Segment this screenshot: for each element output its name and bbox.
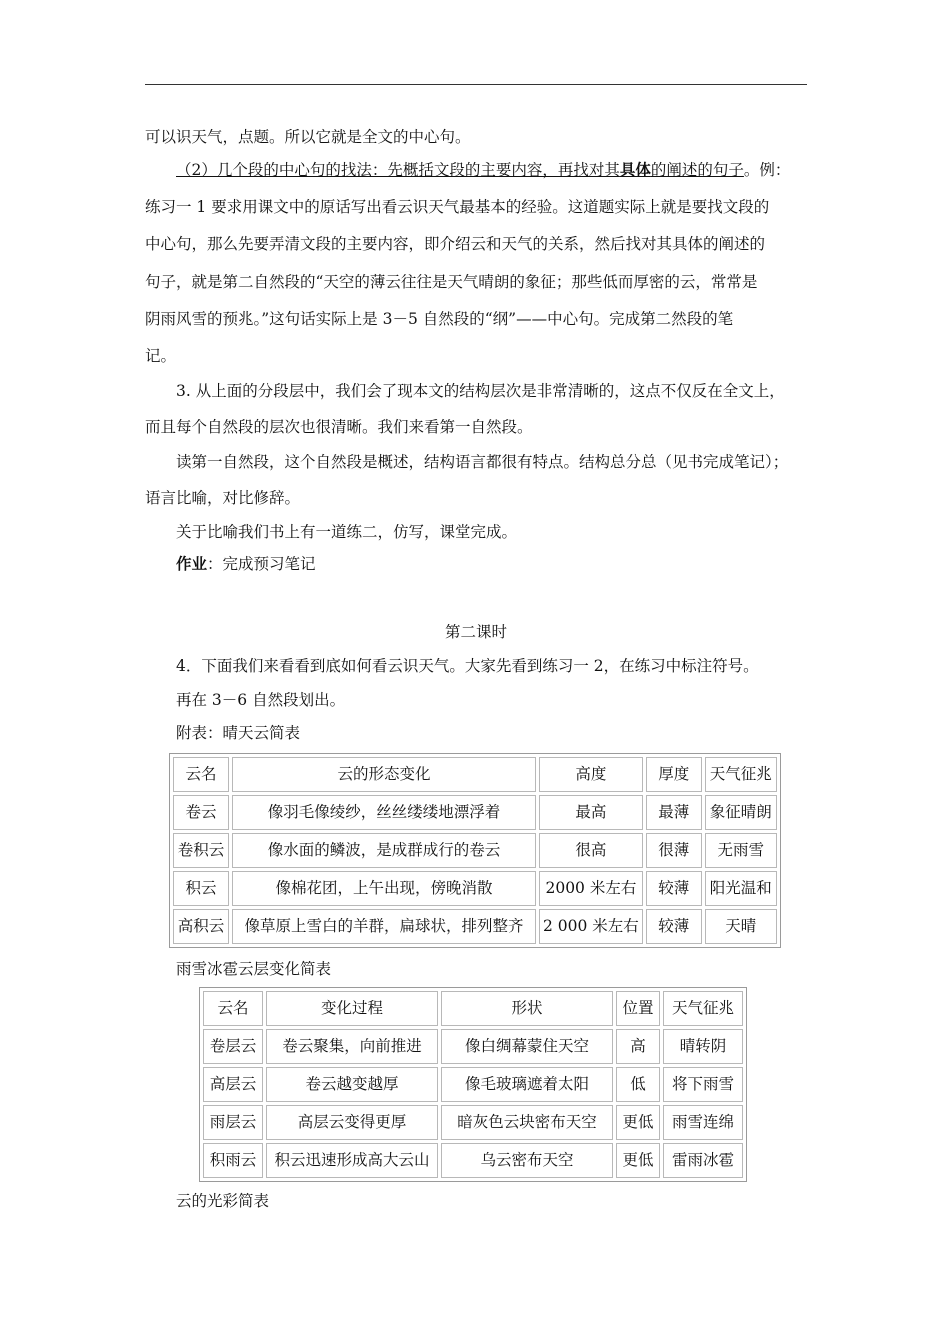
table-header-row <box>173 757 777 792</box>
paragraph-center-sentence-method <box>176 159 790 181</box>
table-row <box>203 1029 743 1064</box>
table-cell: 像羽毛像绫纱，丝丝缕缕地漂浮着 <box>232 795 536 830</box>
table-cell: 雨层云 <box>203 1105 263 1140</box>
underlined-text: （2）几个段的中心句的找法：先概括文段的主要内容，再找对其 <box>176 161 620 179</box>
table-header-row <box>203 991 743 1026</box>
header-rule <box>145 84 807 85</box>
table-header-cell: 形状 <box>441 991 613 1026</box>
table-cell: 卷层云 <box>203 1029 263 1064</box>
table-cell: 阳光温和 <box>705 871 777 906</box>
table-cell: 雨雪连绵 <box>663 1105 743 1140</box>
table-row <box>173 795 777 830</box>
paragraph: 阴雨风雪的预兆。”这句话实际上是 3－5 自然段的“纲”——中心句。完成第二然段的笔 <box>145 310 734 328</box>
table-row <box>203 1143 743 1178</box>
paragraph: 练习一 1 要求用课文中的原话写出看云识天气最基本的经验。这道题实际上就是要找文段的 <box>145 198 770 216</box>
table-cell: 暗灰色云块密布天空 <box>441 1105 613 1140</box>
table-header-cell: 天气征兆 <box>705 757 777 792</box>
sunny-cloud-table <box>169 753 781 948</box>
table-header-cell: 云的形态变化 <box>232 757 536 792</box>
table-cell: 最高 <box>539 795 643 830</box>
table-caption: 云的光彩简表 <box>176 1192 270 1210</box>
table-cell: 更低 <box>616 1105 660 1140</box>
table-cell: 较薄 <box>646 909 702 944</box>
table-cell: 2 000 米左右 <box>539 909 643 944</box>
table-row <box>173 833 777 868</box>
paragraph: 4．下面我们来看看到底如何看云识天气。大家先看到练习一 2，在练习中标注符号。 <box>176 657 759 675</box>
table-cell: 卷云 <box>173 795 229 830</box>
table-header-cell: 云名 <box>173 757 229 792</box>
paragraph: 3. 从上面的分段层中，我们会了现本文的结构层次是非常清晰的，这点不仅反在全文上， <box>176 382 785 400</box>
table-header-cell: 云名 <box>203 991 263 1026</box>
table-row <box>173 909 777 944</box>
table-cell: 积雨云 <box>203 1143 263 1178</box>
table-cell: 很薄 <box>646 833 702 868</box>
table-cell: 像草原上雪白的羊群，扁球状，排列整齐 <box>232 909 536 944</box>
homework-text: ：完成预习笔记 <box>207 555 316 573</box>
table-row <box>203 1067 743 1102</box>
table-cell: 高 <box>616 1029 660 1064</box>
paragraph: 关于比喻我们书上有一道练二，仿写，课堂完成。 <box>176 523 518 541</box>
table-cell: 乌云密布天空 <box>441 1143 613 1178</box>
table-cell: 更低 <box>616 1143 660 1178</box>
table-cell: 高层云变得更厚 <box>266 1105 438 1140</box>
table-row <box>203 1105 743 1140</box>
table-cell: 雷雨冰雹 <box>663 1143 743 1178</box>
homework-label: 作业 <box>176 555 208 573</box>
paragraph: 而且每个自然段的层次也很清晰。我们来看第一自然段。 <box>145 418 533 436</box>
table-cell: 卷积云 <box>173 833 229 868</box>
table-cell: 最薄 <box>646 795 702 830</box>
table-cell: 像水面的鳞波，是成群成行的卷云 <box>232 833 536 868</box>
paragraph: 中心句，那么先要弄清文段的主要内容，即介绍云和天气的关系，然后找对其具体的阐述的 <box>145 235 766 253</box>
paragraph: 语言比喻，对比修辞。 <box>145 489 301 507</box>
table-cell: 高层云 <box>203 1067 263 1102</box>
underlined-text: 的阐述的句子 <box>650 161 744 179</box>
table-cell: 较薄 <box>646 871 702 906</box>
table-cell: 积云 <box>173 871 229 906</box>
table-cell: 低 <box>616 1067 660 1102</box>
table-header-cell: 高度 <box>539 757 643 792</box>
rain-snow-cloud-table <box>199 987 747 1182</box>
paragraph: 可以识天气，点题。所以它就是全文的中心句。 <box>145 128 471 146</box>
table-cell: 像棉花团，上午出现，傍晚消散 <box>232 871 536 906</box>
table-cell: 晴转阴 <box>663 1029 743 1064</box>
homework-line <box>176 553 316 575</box>
table-cell: 象征晴朗 <box>705 795 777 830</box>
table-row <box>173 871 777 906</box>
table-cell: 积云迅速形成高大云山 <box>266 1143 438 1178</box>
table-cell: 卷云聚集，向前推进 <box>266 1029 438 1064</box>
table-cell: 卷云越变越厚 <box>266 1067 438 1102</box>
table-header-cell: 厚度 <box>646 757 702 792</box>
paragraph: 读第一自然段，这个自然段是概述，结构语言都很有特点。结构总分总（见书完成笔记）； <box>176 453 789 471</box>
table-cell: 2000 米左右 <box>539 871 643 906</box>
table-cell: 很高 <box>539 833 643 868</box>
table-cell: 无雨雪 <box>705 833 777 868</box>
table-header-cell: 位置 <box>616 991 660 1026</box>
table-cell: 高积云 <box>173 909 229 944</box>
table-caption: 雨雪冰雹云层变化简表 <box>176 960 332 978</box>
table-caption: 附表：晴天云简表 <box>176 724 301 742</box>
paragraph: 句子，就是第二自然段的“天空的薄云往往是天气晴朗的象征；那些低而厚密的云，常常是 <box>145 273 758 291</box>
paragraph: 再在 3－6 自然段划出。 <box>176 691 346 709</box>
table-cell: 将下雨雪 <box>663 1067 743 1102</box>
paragraph-text: 。例： <box>743 161 791 179</box>
section-title: 第二课时 <box>444 623 507 641</box>
table-header-cell: 变化过程 <box>266 991 438 1026</box>
table-header-cell: 天气征兆 <box>663 991 743 1026</box>
paragraph: 记。 <box>145 347 177 365</box>
table-cell: 天晴 <box>705 909 777 944</box>
table-cell: 像毛玻璃遮着太阳 <box>441 1067 613 1102</box>
table-cell: 像白绸幕蒙住天空 <box>441 1029 613 1064</box>
bold-keyword: 具体 <box>619 161 651 179</box>
